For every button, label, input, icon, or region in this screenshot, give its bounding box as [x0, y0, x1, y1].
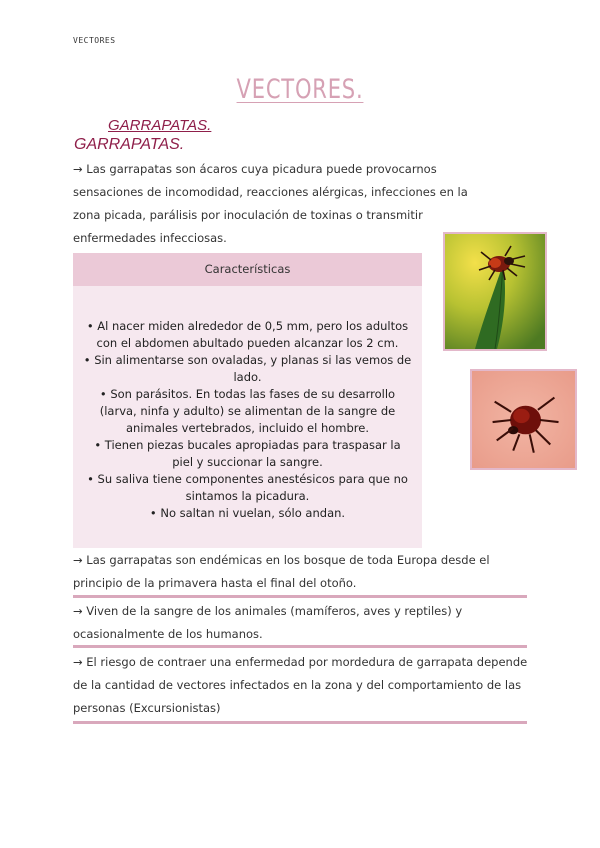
section-heading: GARRAPATAS.	[108, 117, 212, 134]
page-title: VECTORES.	[236, 74, 364, 105]
tick-on-skin-photo	[470, 369, 577, 470]
divider	[73, 645, 527, 648]
card-item: • Su saliva tiene componentes anestésicos para que no sintamos la picadura.	[87, 472, 408, 503]
paragraph-1: → Las garrapatas son endémicas en los bosque de toda Europa desde el principio de la primavera hasta el final del otoño.	[73, 553, 490, 590]
paragraph-2: → Viven de la sangre de los animales (mamíferos, aves y reptiles) y ocasionalmente de los humanos.	[73, 604, 463, 641]
divider	[73, 595, 527, 598]
header-label: VECTORES	[73, 36, 116, 45]
card-title: Características	[73, 253, 422, 286]
card-item: • Al nacer miden alrededor de 0,5 mm, pero los adultos con el abdomen abultado pueden alcanzar los 2 cm.	[86, 319, 409, 350]
card-item: • Son parásitos. En todas las fases de su desarrollo (larva, ninfa y adulto) se alimentan de la sangre de animales vertebrados, incluido el hombre.	[99, 387, 396, 435]
section-subheading: GARRAPATAS.	[74, 136, 185, 153]
card-item: • No saltan ni vuelan, sólo andan.	[149, 506, 346, 520]
card-list	[73, 318, 422, 522]
paragraph-3: → El riesgo de contraer una enfermedad por mordedura de garrapata depende de la cantidad de vectores infectados en la zona y del comportamiento de las personas (Excursionistas)	[73, 655, 528, 715]
tick-on-leaf-photo	[443, 232, 547, 351]
card-item: • Tienen piezas bucales apropiadas para traspasar la piel y succionar la sangre.	[94, 438, 401, 469]
characteristics-card	[73, 253, 422, 548]
intro-paragraph: → Las garrapatas son ácaros cuya picadura puede provocarnos sensaciones de incomodidad, reacciones alérgicas, infecciones en la zona picada, parálisis por inoculación de toxinas o transmitir enfermedades infecciosas.	[73, 162, 468, 245]
divider	[73, 721, 527, 724]
card-item: • Sin alimentarse son ovaladas, y planas si las vemos de lado.	[83, 353, 412, 384]
